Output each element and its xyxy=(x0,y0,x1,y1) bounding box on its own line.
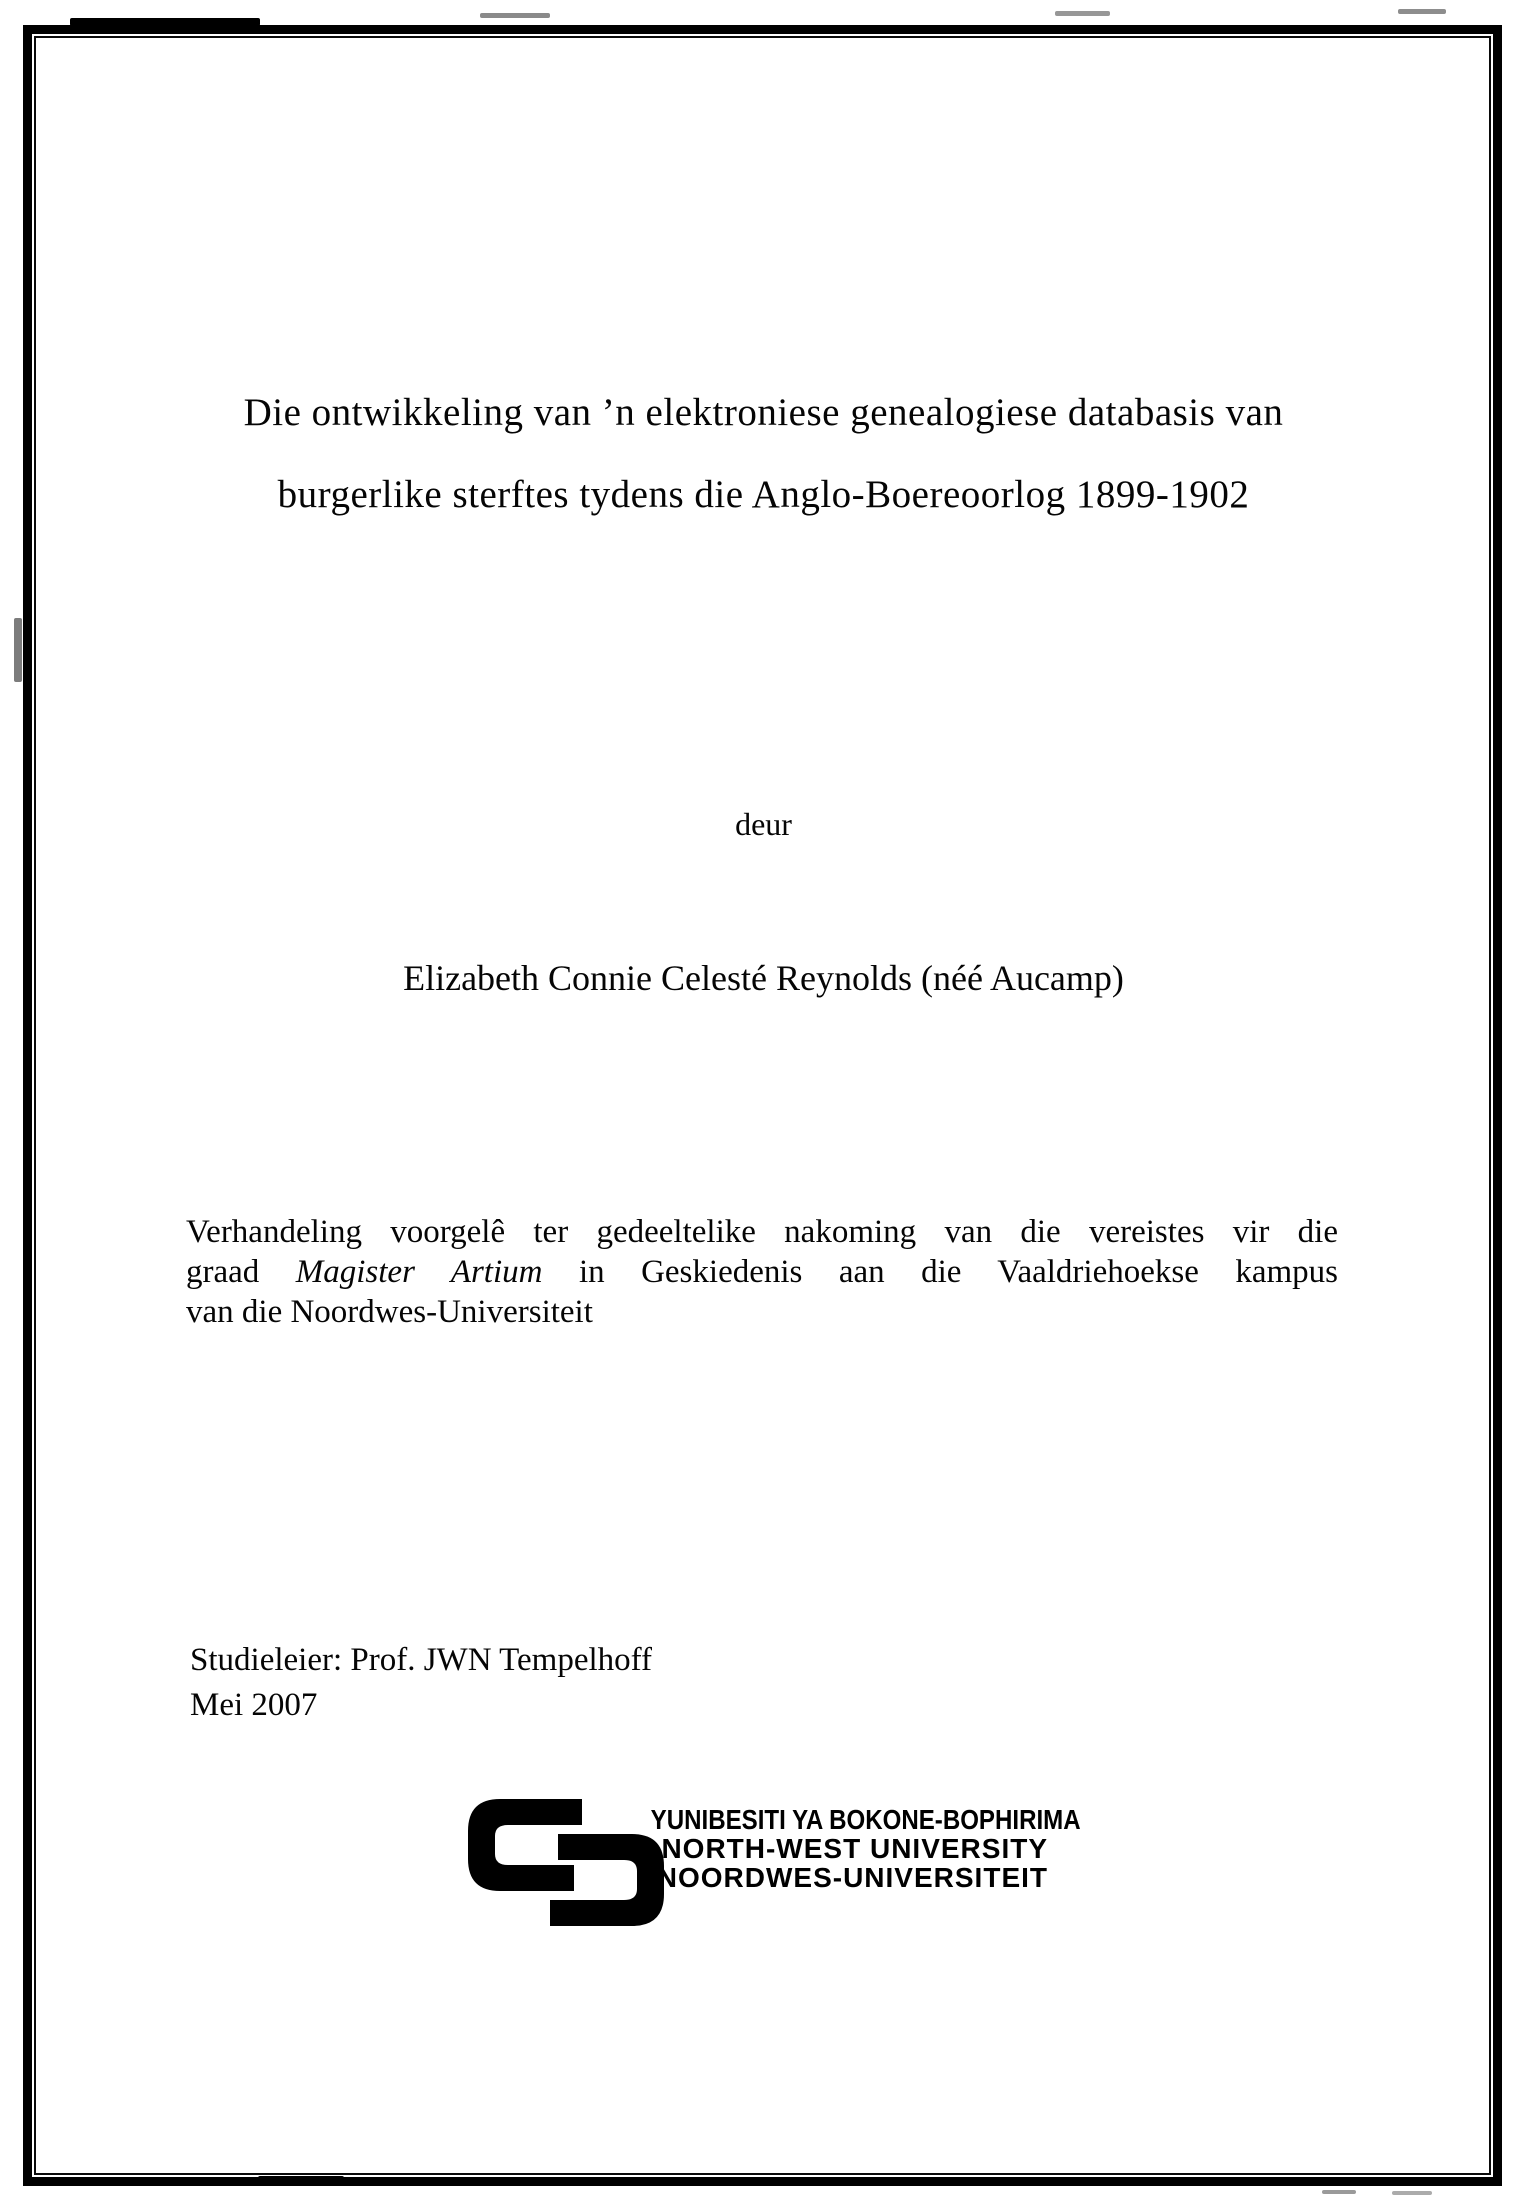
logo-text-afrikaans: NOORDWES-UNIVERSITEIT xyxy=(656,1862,1048,1893)
byline-preposition: deur xyxy=(735,806,792,842)
university-logo-text xyxy=(586,1804,1081,1893)
degree-statement-line2-post: in Geskiedenis aan die Vaaldriehoekse kampus xyxy=(542,1254,1338,1290)
author-name: Elizabeth Connie Celesté Reynolds (néé Aucamp) xyxy=(403,958,1124,998)
supervisor-block xyxy=(190,1638,652,1728)
thesis-title-line1: Die ontwikkeling van ’n elektroniese genealogiese databasis van xyxy=(243,391,1284,434)
degree-statement-line1: Verhandeling voorgelê ter gedeeltelike nakoming van die vereistes vir die xyxy=(186,1214,1338,1250)
supervisor-line: Studieleier: Prof. JWN Tempelhoff xyxy=(190,1642,653,1678)
degree-statement xyxy=(186,1212,1338,1332)
scan-artifact xyxy=(1322,2190,1356,2194)
degree-statement-line3: van die Noordwes-Universiteit xyxy=(186,1294,593,1330)
thesis-title xyxy=(0,372,1527,536)
scan-artifact xyxy=(1398,9,1446,14)
scan-artifact xyxy=(258,2176,344,2181)
scan-artifact xyxy=(14,618,22,682)
scan-artifact xyxy=(480,13,550,18)
thesis-title-line2: burgerlike sterftes tydens die Anglo-Boereoorlog 1899-1902 xyxy=(277,473,1250,516)
scan-artifact xyxy=(1055,11,1110,16)
scan-artifact xyxy=(1392,2191,1432,2195)
date-line: Mei 2007 xyxy=(190,1687,318,1723)
degree-statement-line2 xyxy=(186,1252,1338,1292)
logo-text-english: NORTH-WEST UNIVERSITY xyxy=(661,1833,1048,1864)
logo-text-setswana: YUNIBESITI YA BOKONE-BOPHIRIMA xyxy=(650,1804,1081,1835)
degree-statement-line2-pre: graad xyxy=(186,1254,296,1290)
degree-name: Magister Artium xyxy=(295,1254,543,1290)
scan-artifact xyxy=(70,18,260,26)
